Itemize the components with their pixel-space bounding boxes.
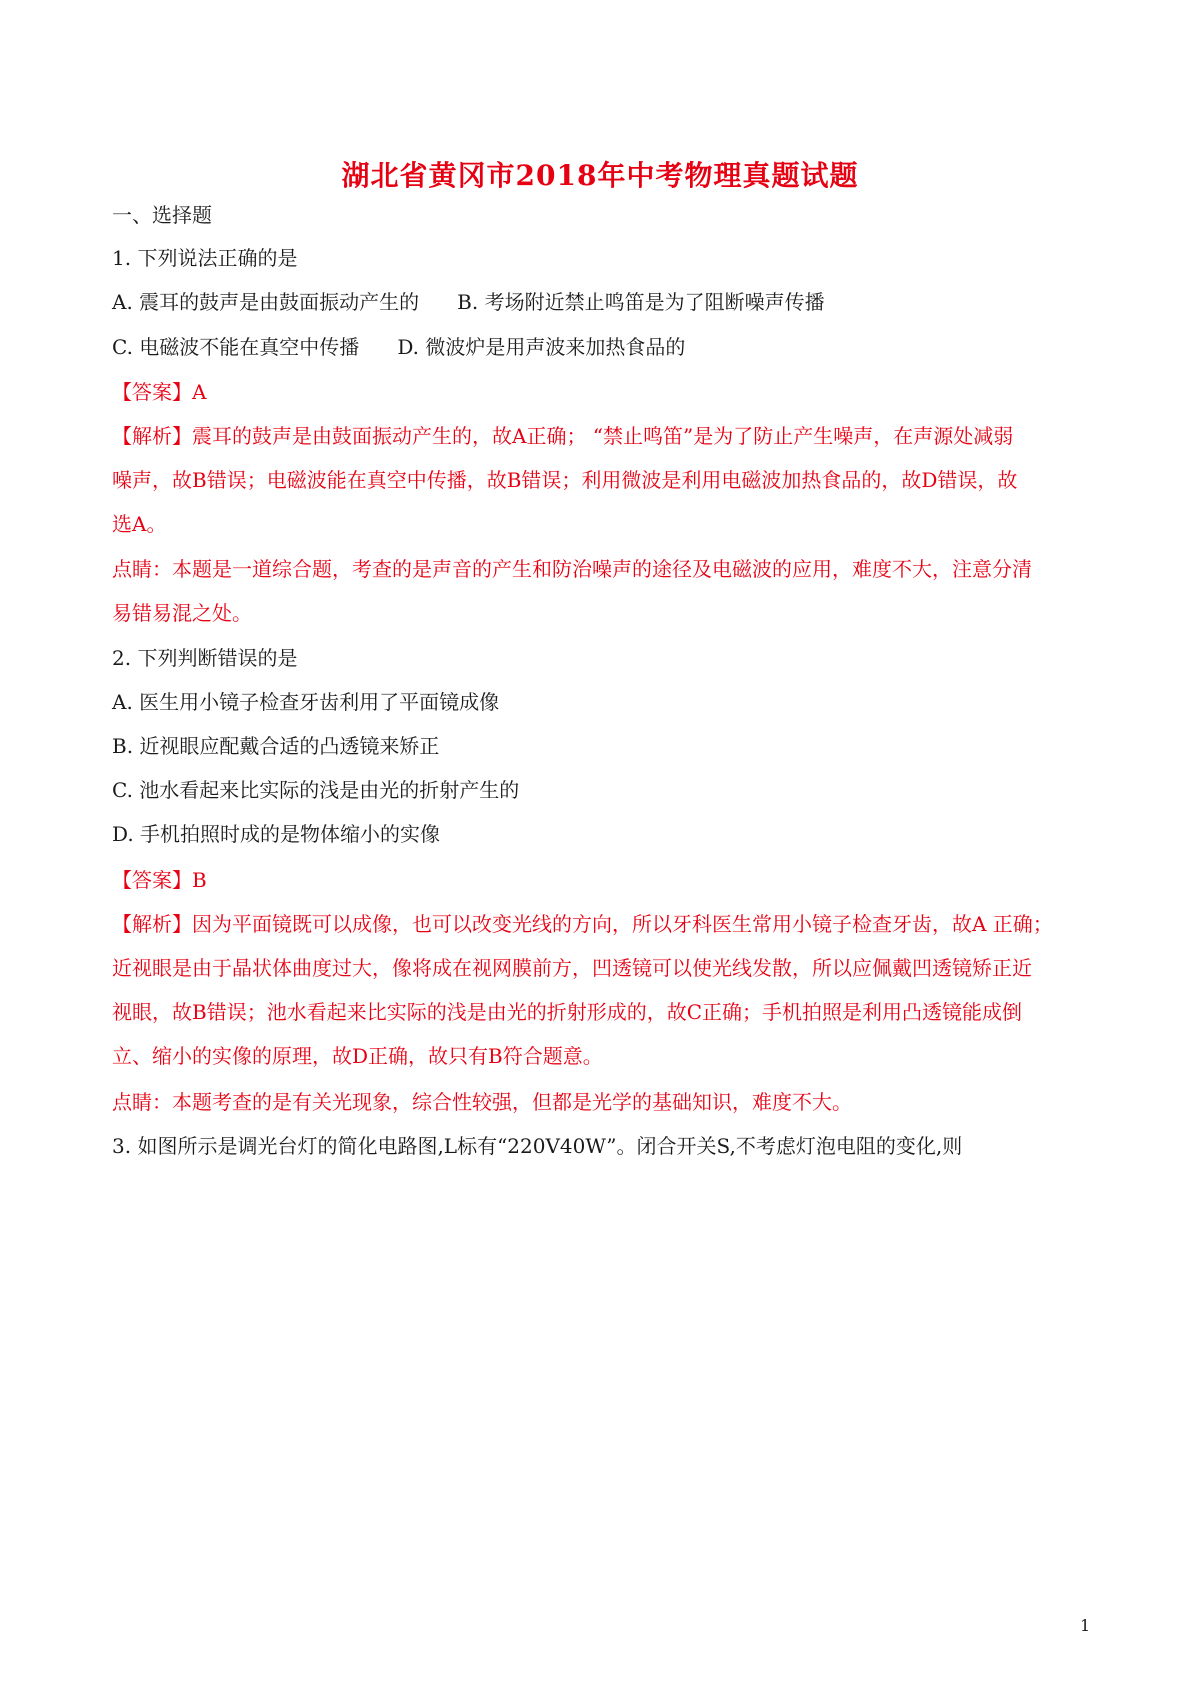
question-1-options-cd [112, 332, 685, 362]
question-1-option-c: C. 电磁波不能在真空中传播 [112, 335, 360, 359]
question-1-analysis-line-3: 选A。 [112, 512, 167, 536]
section-heading: 一、选择题 [112, 203, 212, 227]
question-2-option-b: B. 近视眼应配戴合适的凸透镜来矫正 [112, 734, 440, 758]
question-1-option-a: A. 震耳的鼓声是由鼓面振动产生的 [112, 290, 420, 314]
question-2-option-d: D. 手机拍照时成的是物体缩小的实像 [112, 822, 441, 846]
question-2-comment-line-1: 点睛：本题考查的是有关光现象，综合性较强，但都是光学的基础知识，难度不大。 [112, 1090, 852, 1114]
question-1-option-d: D. 微波炉是用声波来加热食品的 [397, 335, 686, 359]
page-title: 湖北省黄冈市2018年中考物理真题试题 [341, 159, 859, 192]
question-3-stem: 3. 如图所示是调光台灯的简化电路图,L标有“220V40W”。闭合开关S,不考虑灯泡电阻的变化,则 [112, 1134, 963, 1158]
question-1-analysis-line-2: 噪声，故B错误；电磁波能在真空中传播，故B错误；利用微波是利用电磁波加热食品的，故D错误，故 [112, 468, 1018, 492]
page-number: 1 [1080, 1616, 1091, 1635]
question-2-analysis-line-3: 视眼，故B错误；池水看起来比实际的浅是由光的折射形成的，故C正确；手机拍照是利用凸透镜能成倒 [112, 1000, 1022, 1024]
question-2-analysis-line-4: 立、缩小的实像的原理，故D正确，故只有B符合题意。 [112, 1044, 603, 1068]
question-1-option-b: B. 考场附近禁止鸣笛是为了阻断噪声传播 [457, 290, 825, 314]
question-2-option-c: C. 池水看起来比实际的浅是由光的折射产生的 [112, 778, 520, 802]
question-2-stem: 2. 下列判断错误的是 [112, 646, 298, 670]
question-2-answer: 【答案】B [112, 868, 207, 892]
question-1-options-ab [112, 287, 825, 317]
question-1-analysis-line-1: 【解析】震耳的鼓声是由鼓面振动产生的，故A正确； “禁止鸣笛”是为了防止产生噪声，在声源处减弱 [112, 424, 1014, 448]
question-2-analysis-line-2: 近视眼是由于晶状体曲度过大，像将成在视网膜前方，凹透镜可以使光线发散，所以应佩戴凹透镜矫正近 [112, 956, 1032, 980]
question-1-comment-line-2: 易错易混之处。 [112, 601, 252, 625]
question-1-stem: 1. 下列说法正确的是 [112, 246, 298, 270]
question-2-analysis-line-1: 【解析】因为平面镜既可以成像，也可以改变光线的方向，所以牙科医生常用小镜子检查牙齿，故A 正确； [112, 912, 1053, 936]
question-1-comment-line-1: 点睛：本题是一道综合题，考查的是声音的产生和防治噪声的途径及电磁波的应用，难度不大，注意分清 [112, 557, 1032, 581]
question-2-option-a: A. 医生用小镜子检查牙齿利用了平面镜成像 [112, 690, 500, 714]
question-1-answer: 【答案】A [112, 380, 207, 404]
